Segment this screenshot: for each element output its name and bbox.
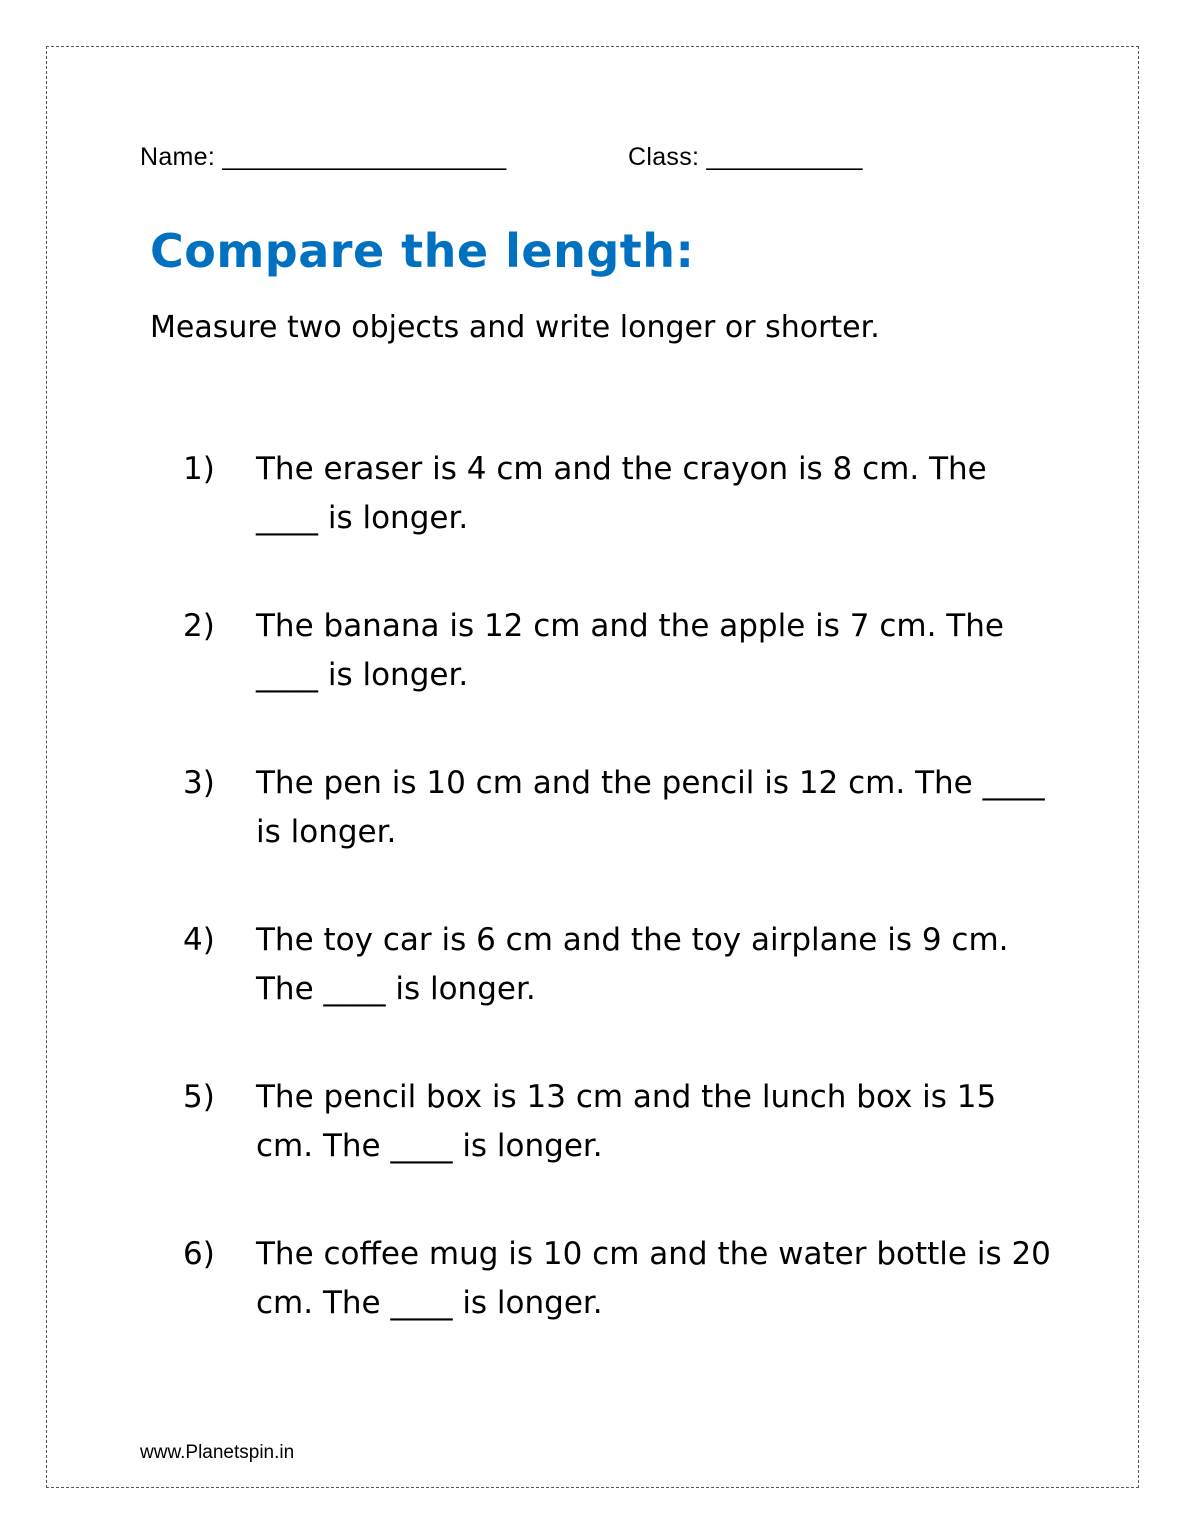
name-field[interactable]: Name: ____________________ [140,143,507,171]
question-item [183,759,1063,916]
worksheet-title: Compare the length: [150,224,695,278]
instruction-text: Measure two objects and write longer or shorter. [150,310,880,345]
question-number: 2) [183,608,215,644]
question-number: 3) [183,765,215,801]
question-text: The toy car is 6 cm and the toy airplane is 9 cm. The ____ is longer. [256,922,1009,1007]
question-text: The pen is 10 cm and the pencil is 12 cm. The ____ is longer. [256,765,1045,850]
question-text: The eraser is 4 cm and the crayon is 8 cm. The ____ is longer. [256,451,987,536]
class-field[interactable]: Class: ___________ [628,143,863,171]
question-item [183,445,1063,602]
question-text: The banana is 12 cm and the apple is 7 cm. The ____ is longer. [256,608,1004,693]
question-number: 1) [183,451,215,487]
question-number: 5) [183,1079,215,1115]
question-item [183,1073,1063,1230]
question-number: 4) [183,922,215,958]
footer-website: www.Planetspin.in [140,1442,295,1463]
question-text: The coffee mug is 10 cm and the water bottle is 20 cm. The ____ is longer. [256,1236,1051,1321]
question-item [183,916,1063,1073]
question-item [183,1230,1063,1387]
question-list [183,445,1063,1387]
question-text: The pencil box is 13 cm and the lunch box is 15 cm. The ____ is longer. [256,1079,997,1164]
question-number: 6) [183,1236,215,1272]
question-item [183,602,1063,759]
